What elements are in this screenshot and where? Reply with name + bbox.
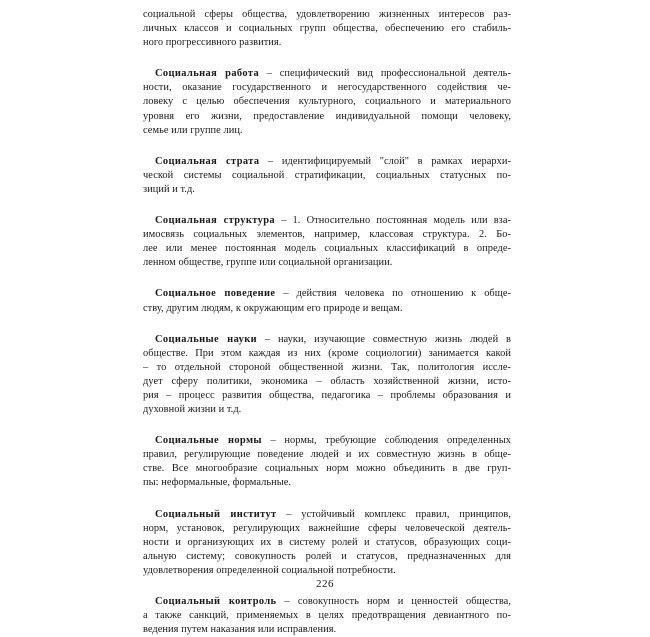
definition-text: ленном обществе, группе или социальной организации.: [143, 257, 393, 269]
definition-text: а также санкций, применяемых в целях предотвращения девиантного по-: [143, 610, 511, 622]
glossary-term: Социальные нормы: [155, 435, 262, 447]
definition-text: – нормы, требующие соблюдения определенных: [261, 435, 511, 447]
text-line: [143, 462, 511, 476]
definition-text: зиций и т.д.: [143, 183, 195, 195]
definition-text: правил, регулирующие поведение людей и их совместную жизнь в обще-: [143, 449, 511, 461]
definition-text: имосвязь социальных элементов, например, классовая структура. 2. Бо-: [143, 229, 511, 241]
definition-text: семье или группе лиц.: [143, 124, 243, 136]
glossary-term: Социальная страта: [155, 155, 260, 167]
definition-text: – 1. Относительно постоянная модель или вза-: [275, 215, 511, 227]
text-line: [143, 8, 511, 22]
text-line: [143, 476, 511, 490]
text-line: [143, 214, 511, 228]
text-line: [143, 67, 511, 81]
glossary-entry: [143, 214, 511, 270]
glossary-term: Социальный институт: [155, 508, 277, 520]
definition-text: – специфический вид профессиональной деятель-: [259, 68, 511, 80]
definition-text: ловеку с целью обеспечения культурного, социального и материального: [143, 96, 511, 108]
text-line: [143, 95, 511, 109]
definition-text: пы: неформальные, формальные.: [143, 477, 292, 489]
text-line: [143, 375, 511, 389]
definition-text: обществе. При этом каждая из них (кроме социологии) занимается какой: [143, 347, 511, 359]
definition-text: ству, другим людям, к окружающим его природе и вещам.: [143, 302, 403, 314]
glossary-term: Социальная работа: [155, 68, 260, 80]
definition-text: удовлетворения определенной социальной потребности.: [143, 564, 396, 576]
definition-text: ного прогрессивного развития.: [143, 37, 282, 49]
definition-text: духовной жизни и т.д.: [143, 404, 242, 416]
glossary-term: Социальный контроль: [155, 596, 277, 607]
glossary-term: Социальное поведение: [155, 288, 276, 300]
text-line: [143, 564, 511, 578]
definition-text: личных классов и социальных групп общества, обеспечению его стабиль-: [143, 23, 511, 35]
text-line: [143, 228, 511, 242]
glossary-term: Социальная структура: [155, 215, 275, 227]
text-column: [143, 8, 511, 637]
text-line: [143, 302, 511, 316]
definition-text: уровня его жизни, предоставление индивидуальной помощи человеку,: [143, 110, 511, 122]
glossary-entry: [143, 333, 511, 418]
text-line: [143, 361, 511, 375]
text-line: [143, 22, 511, 36]
definition-text: ведения путем наказания или исправления.: [143, 624, 337, 636]
definition-text: – то отдельной стороной общественной жизни. Так, политология иссле-: [143, 361, 511, 373]
text-line: [143, 183, 511, 197]
definition-text: – действия человека по отношению к обще-: [275, 288, 511, 300]
glossary-entry: [143, 67, 511, 137]
definition-text: ности и организующих их в систему ролей и статусов, образующих соци-: [143, 536, 511, 548]
continued-paragraph: [143, 8, 511, 50]
text-line: [143, 623, 511, 637]
text-line: [143, 242, 511, 256]
text-line: [143, 403, 511, 417]
text-line: [143, 434, 511, 448]
definition-text: норм, установок, регулирующих важнейшие сферы человеческой деятель-: [143, 522, 511, 534]
text-line: [143, 124, 511, 138]
definition-text: дует сферу политики, экономика – область хозяйственной жизни, исто-: [143, 375, 511, 387]
page-number: 226: [316, 578, 334, 590]
glossary-entry: [143, 508, 511, 578]
definition-text: социальной сферы общества, удовлетворению жизненных интересов раз-: [143, 9, 511, 20]
definition-text: альную систему; совокупность ролей и статусов, предназначенных для: [143, 550, 511, 562]
text-line: [143, 155, 511, 169]
text-line: [143, 110, 511, 124]
glossary-entry: [143, 595, 511, 637]
definition-text: – устойчивый комплекс правил, принципов,: [276, 508, 511, 520]
definition-text: ческой системы социальной стратификации, социальных статусных по-: [143, 169, 511, 181]
text-line: [143, 169, 511, 183]
text-line: [143, 256, 511, 270]
text-line: [143, 81, 511, 95]
definition-text: – идентифицируемый "слой" в рамках иерархи-: [259, 155, 511, 167]
definition-text: ности, оказание государственного и негосударственного содействия че-: [143, 82, 511, 94]
text-line: [143, 508, 511, 522]
glossary-term: Социальные науки: [155, 333, 258, 345]
text-line: [143, 536, 511, 550]
text-line: [143, 609, 511, 623]
text-line: [143, 389, 511, 403]
glossary-entry: [143, 155, 511, 197]
text-line: [143, 287, 511, 301]
text-line: [143, 550, 511, 564]
definition-text: рия – процесс развития общества, педагогика – проблемы образования и: [143, 389, 511, 401]
text-line: [143, 448, 511, 462]
glossary-entry: [143, 434, 511, 490]
definition-text: стве. Все многообразие социальных норм можно объединить в две груп-: [143, 463, 511, 475]
definition-text: – науки, изучающие совместную жизнь людей в: [257, 333, 511, 345]
definition-text: – совокупность норм и ценностей общества,: [276, 596, 511, 607]
text-line: [143, 522, 511, 536]
glossary-entry: [143, 287, 511, 315]
definition-text: лее или менее постоянная модель социальных классификаций в опреде-: [143, 243, 511, 255]
text-line: [143, 347, 511, 361]
text-line: [143, 36, 511, 50]
text-line: [143, 595, 511, 609]
text-line: [143, 333, 511, 347]
